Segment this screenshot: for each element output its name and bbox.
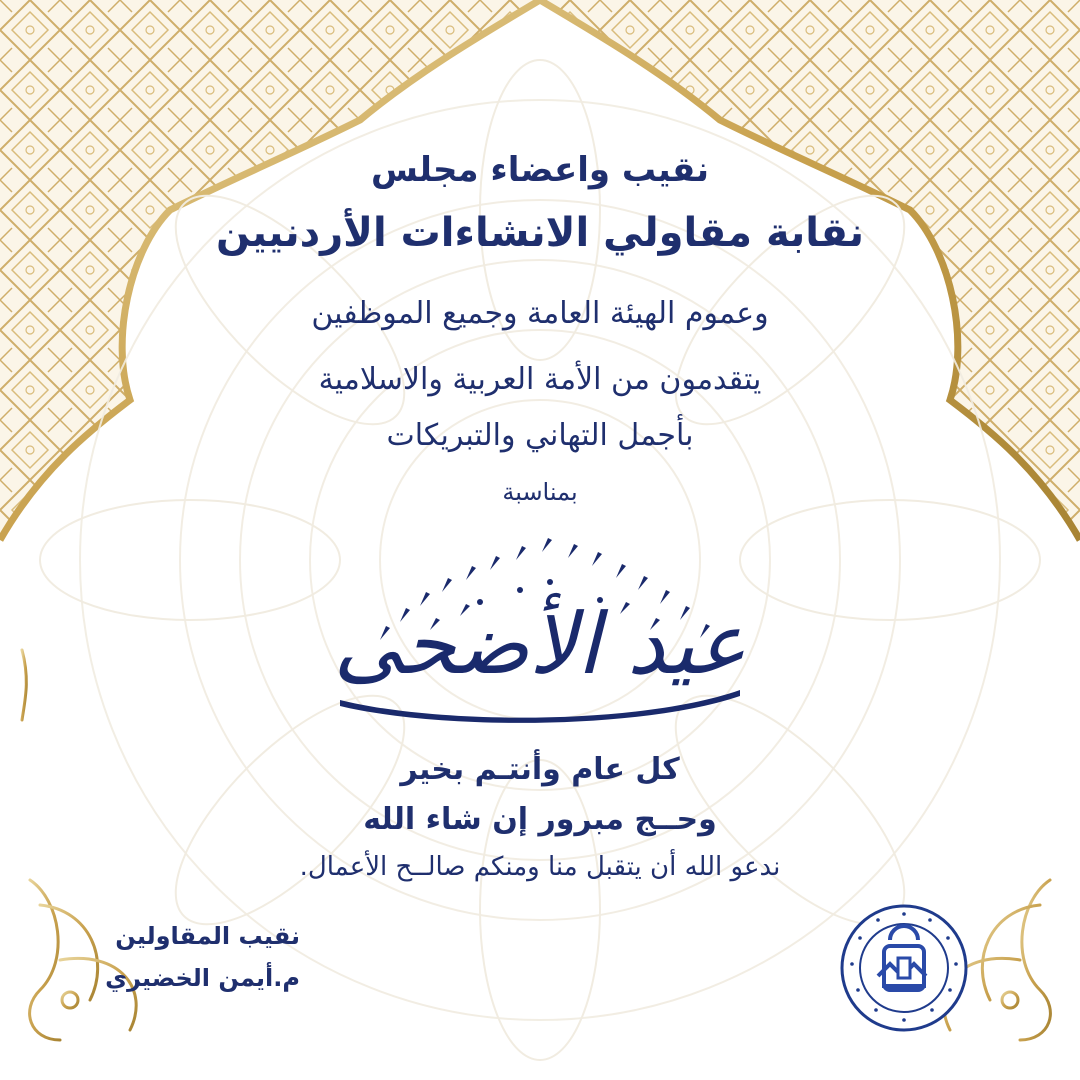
greeting-line-4: يتقدمون من الأمة العربية والاسلامية <box>318 362 762 397</box>
greeting-line-6: بمناسبة <box>502 478 578 506</box>
wishes-line-1: كل عام وأنتـم بخير <box>400 752 680 787</box>
greeting-line-3: وعموم الهيئة العامة وجميع الموظفين <box>311 296 769 331</box>
greeting-line-1: نقيب واعضاء مجلس <box>371 150 709 190</box>
signature-name: م.أيمن الخضيري <box>105 964 300 992</box>
wishes-line-3: ندعو الله أن يتقبل منا ومنكم صالــح الأعمال. <box>299 852 781 882</box>
association-name: نقابة مقاولي الانشاءات الأردنيين <box>215 210 865 256</box>
association-emblem-icon <box>838 902 970 1034</box>
greeting-line-5: بأجمل التهاني والتبريكات <box>386 418 694 453</box>
signature-title: نقيب المقاولين <box>115 922 300 950</box>
eid-al-adha-calligraphy: عيد الأضحى <box>333 595 747 693</box>
wishes-line-2: وحــج مبرور إن شاء الله <box>363 802 717 837</box>
